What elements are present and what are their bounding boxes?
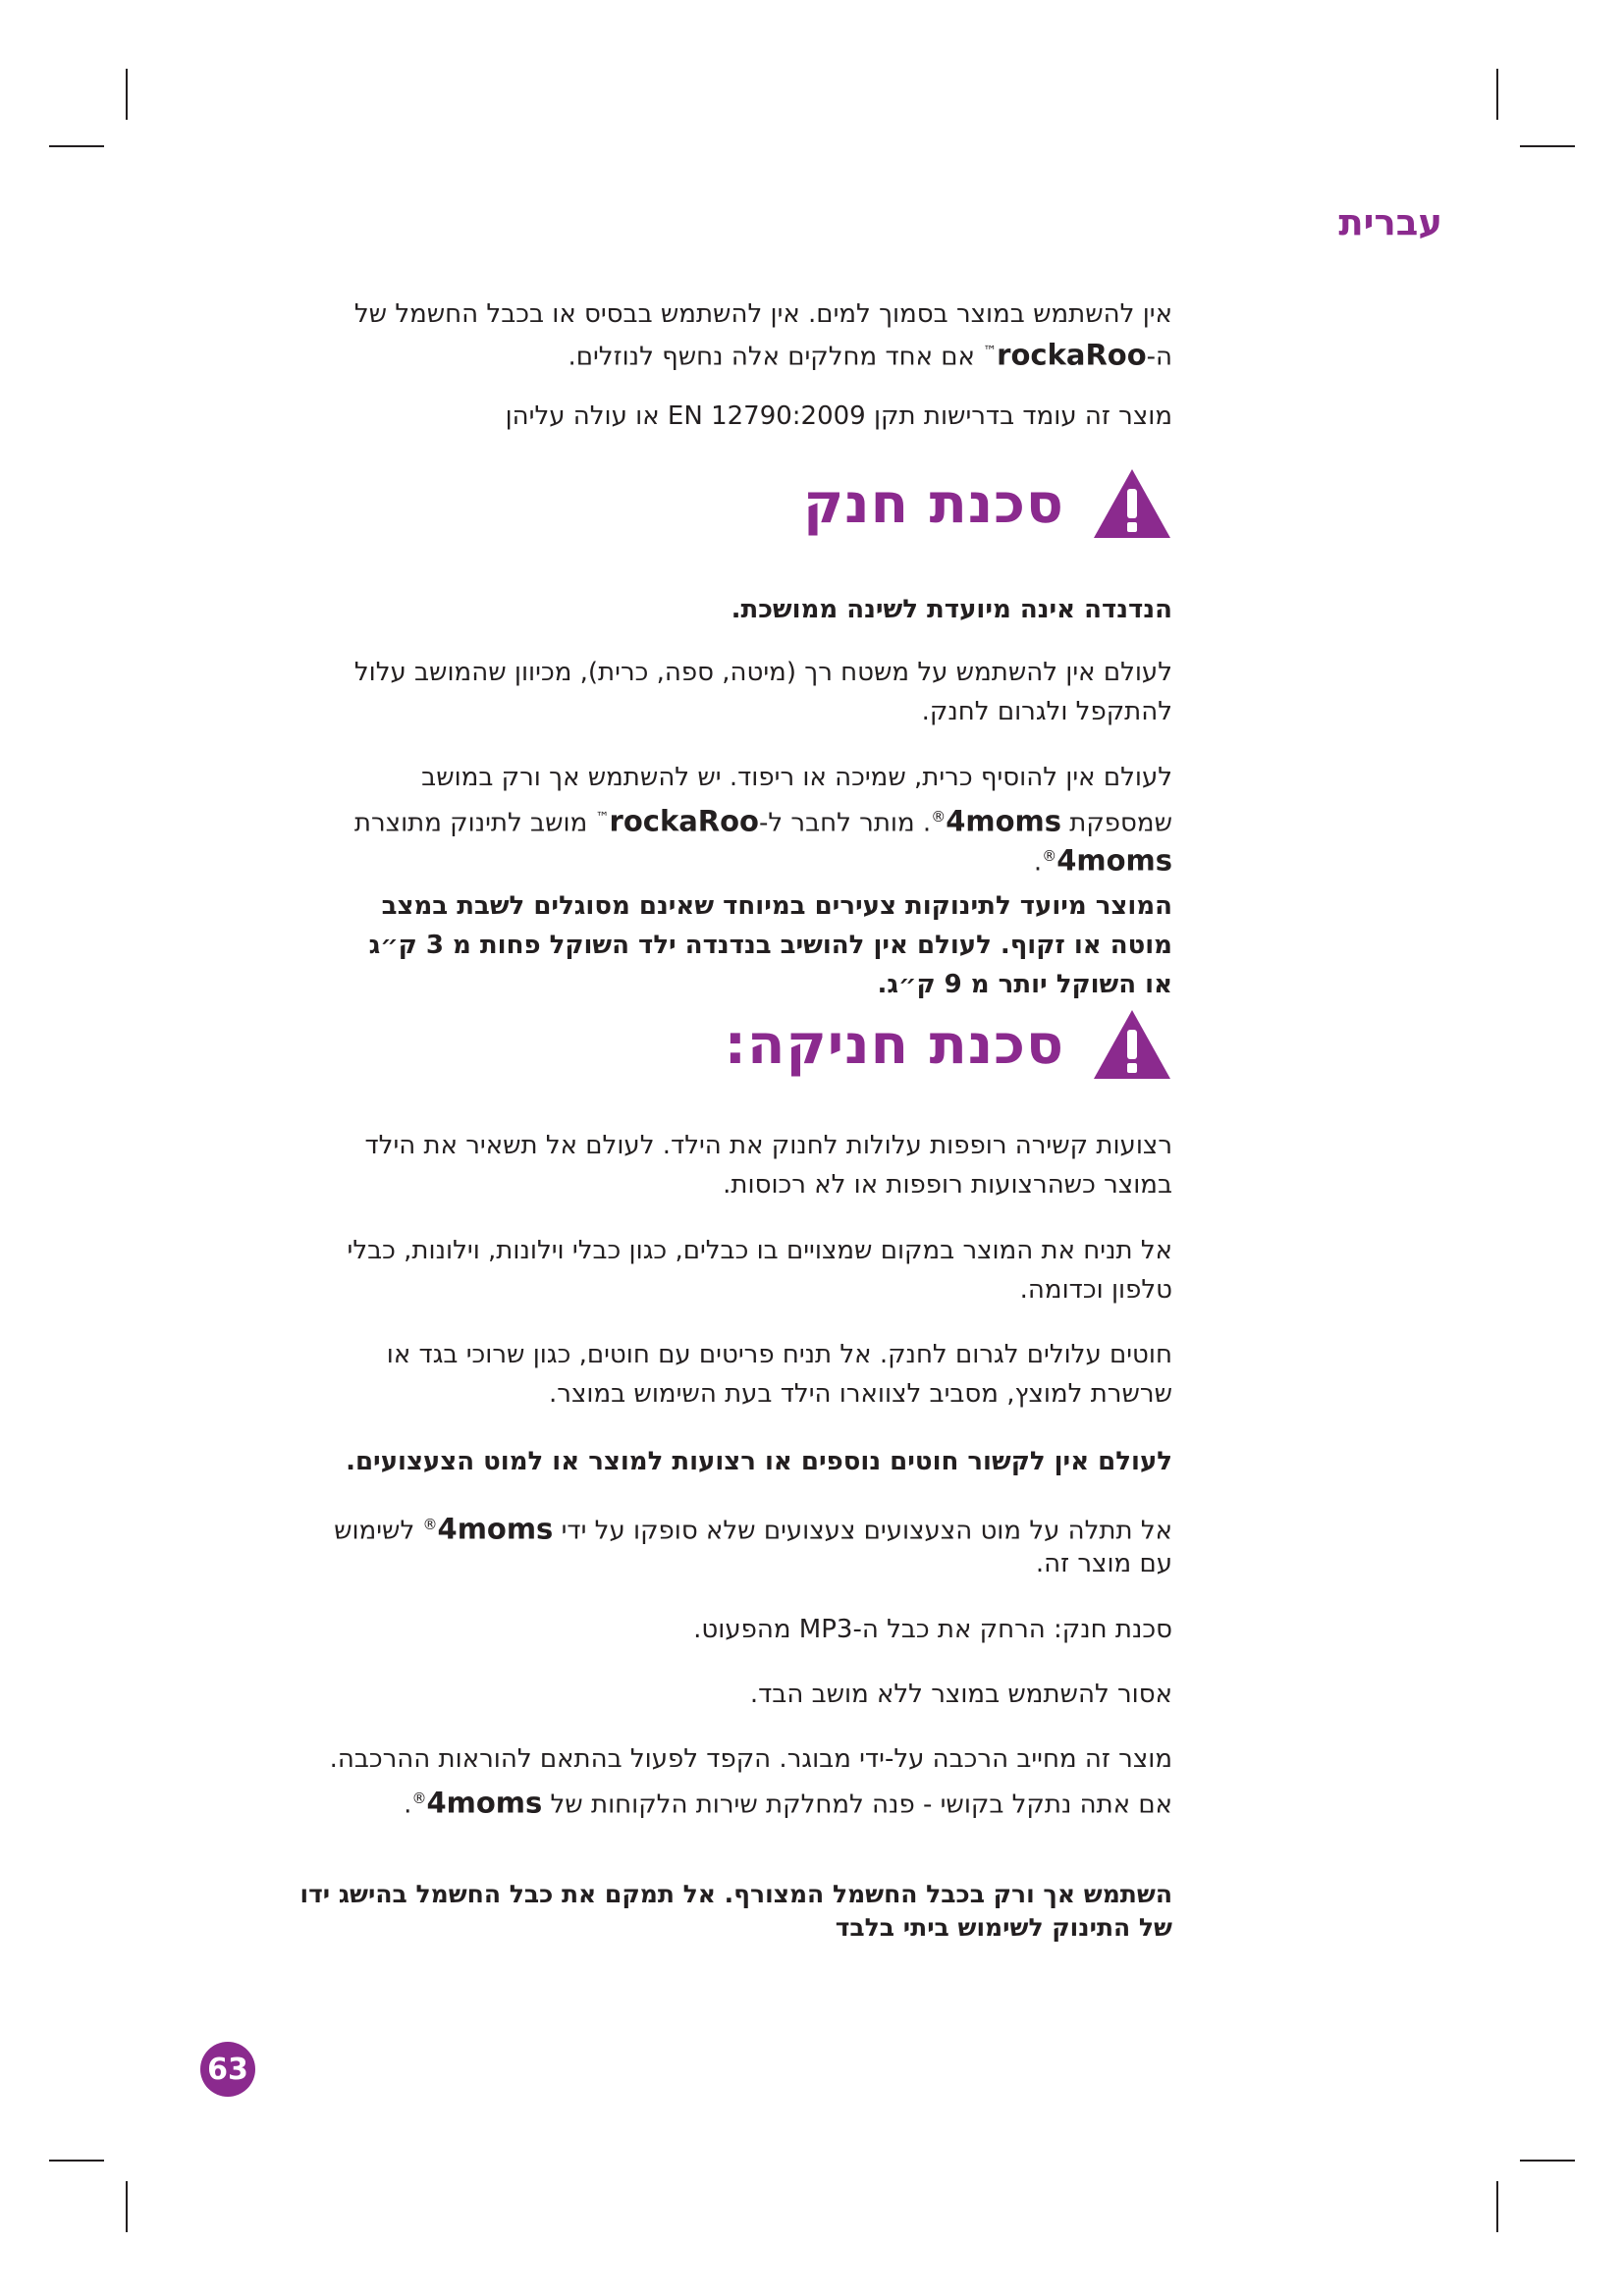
brand-4moms: 4moms [426,1786,543,1820]
warning-triangle-icon [1092,467,1172,540]
power-cable-warning-2: של התינוק לשימוש ביתי בלבד [835,1913,1172,1942]
section-title-choking: סכנת חנק [803,471,1064,536]
toy-bar-warning-1: אל תתלה על מוט הצעצועים צעצועים שלא סופקו על ידי 4moms® לשימוש [334,1512,1172,1546]
brand-rockaroo: rockaRoo [609,804,759,838]
age-weight-warning-2: מוטה או זקוף. לעולם אין להושיב בנדנדה ילד השוקל פחות מ 3 ק״ג [368,931,1172,960]
power-cable-warning-1: השתמש אך ורק בכבל החשמל המצורף. אל תמקם את כבל החשמל בהישג ידו [299,1880,1172,1908]
brand-4moms: 4moms [437,1512,554,1546]
assembly-warning-1: מוצר זה מחייב הרכבה על-ידי מבוגר. הקפד לפעול בהתאם להוראות ההרכבה. [329,1744,1172,1774]
choking-hazard-header [803,467,1172,540]
soft-surface-warning-1: לעולם אין להשתמש על משטח רך (מיטה, ספה, כרית), מכיוון שהמושב עלול [353,658,1172,687]
toy-bar-warning-2: עם מוצר זה. [1035,1549,1172,1578]
strangulation-hazard-header [725,1008,1172,1081]
crop-mark [1520,145,1575,147]
intro-line-2: ה-rockaRoo™ אם אחד מחלקים אלה נחשף לנוזלים. [568,338,1172,372]
crop-mark [126,2181,128,2232]
fabric-seat-warning: אסור להשתמש במוצר ללא מושב הבד. [749,1680,1172,1709]
age-weight-warning-3: או השוקל יותר מ 9 ק״ג. [877,970,1172,999]
soft-surface-warning-2: להתקפל ולגרום לחנק. [921,697,1172,726]
straps-warning-2: במוצר כשהרצועות רופפות או לא רכוסות. [723,1170,1172,1200]
language-label: עברית [1338,201,1442,243]
assembly-warning-2: אם אתה נתקל בקושי - פנה למחלקת שירות הלקוחות של 4moms®. [404,1786,1172,1820]
standard-compliance-text: מוצר זה עומד בדרישות תקן EN 12790:2009 או עולה עליהן [505,401,1172,431]
crop-mark [49,145,104,147]
intro-line-1: אין להשתמש במוצר בסמוך למים. אין להשתמש בבסיס או בכבל החשמל של [353,299,1172,329]
brand-rockaroo: rockaRoo [997,338,1147,372]
crop-mark [1496,2181,1498,2232]
extra-strings-warning: לעולם אין לקשור חוטים נוספים או רצועות למוצר או למוט הצעצועים. [346,1447,1172,1476]
crop-mark [126,69,128,120]
crop-mark [1520,2160,1575,2162]
crop-mark [1496,69,1498,120]
crop-mark [49,2160,104,2162]
padding-warning-1: לעולם אין להוסיף כרית, שמיכה או ריפוד. יש להשתמש אך ורק במושב [421,763,1172,792]
padding-warning-2: שמספקת 4moms®. מותר לחבר ל-rockaRoo™ מושב לתינוק מתוצרת [353,804,1172,838]
brand-4moms: 4moms [946,804,1061,838]
age-weight-warning-1: המוצר מיועד לתינוקות צעירים במיוחד שאינם מסוגלים לשבת במצב [381,891,1172,921]
mp3-cable-warning: סכנת חנק: הרחק את כבל ה-MP3 מהפעוט. [693,1615,1172,1644]
strings-warning-1: חוטים עלולים לגרום לחנק. אל תניח פריטים עם חוטים, כגון שרוכי בגד או [386,1340,1172,1369]
strings-warning-2: שרשרת למוצץ, מסביב לצווארו הילד בעת השימוש במוצר. [549,1379,1172,1409]
section-title-strangulation: סכנת חניקה: [724,1012,1064,1077]
warning-triangle-icon [1092,1008,1172,1081]
cords-warning-2: טלפון וכדומה. [1019,1275,1172,1305]
cords-warning-1: אל תניח את המוצר במקום שמצויים בו כבלים, כגון כבלי וילונות, וילונות, כבלי [347,1236,1172,1265]
padding-warning-3: 4moms®. [1033,843,1172,878]
brand-4moms: 4moms [1056,843,1172,878]
long-sleep-warning: הנדנדה אינה מיועדת לשינה ממושכת. [731,595,1172,624]
straps-warning-1: רצועות קשירה רופפות עלולות לחנוק את הילד. לעולם אל תשאיר את הילד [364,1131,1172,1160]
page-number-badge: 63 [200,2042,255,2097]
